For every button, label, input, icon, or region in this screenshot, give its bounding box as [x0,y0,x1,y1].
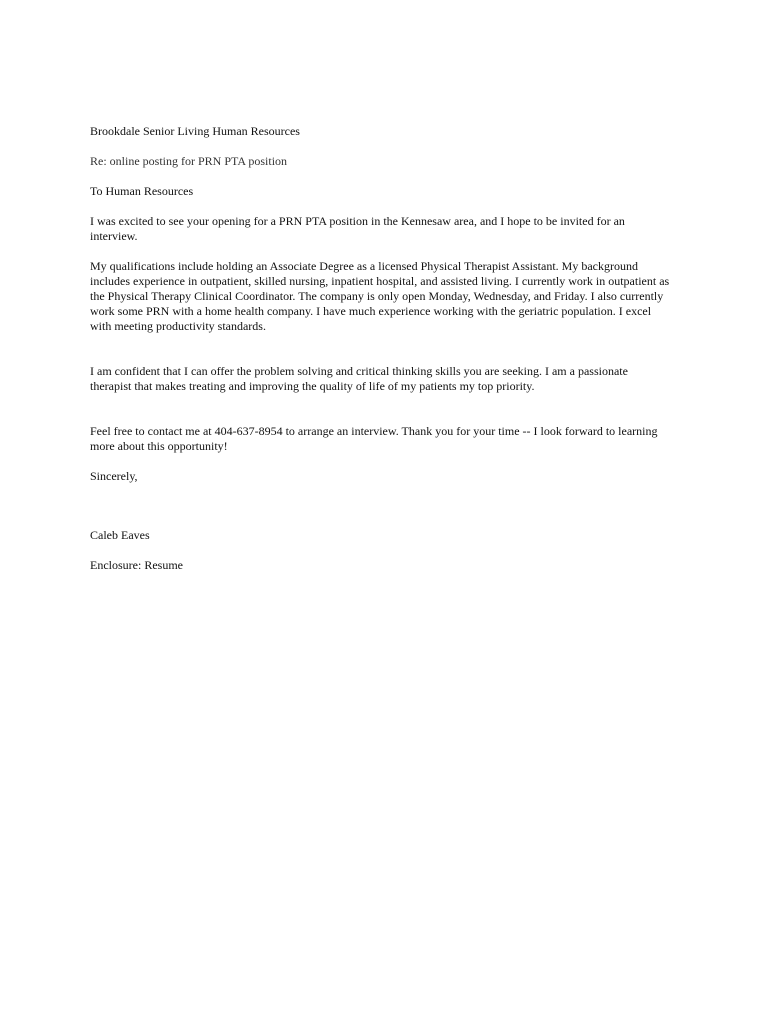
paragraph-qualifications: My qualifications include holding an Associate Degree as a licensed Physical Therapist Assistant. My background includes experience in outpatient, skilled nursing, inpatient hospital, and assisted living. I currently work in outpatient as the Physical Therapy Clinical Coordinator. The company is only open Monday, Wednesday, and Friday. I also currently work some PRN with a home health company. I have much experience working with the geriatric population. I excel with meeting productivity standards. [90,259,670,333]
closing: Sincerely, [90,469,138,483]
salutation: To Human Resources [90,184,194,198]
letter-body [90,124,670,573]
paragraph-intro: I was excited to see your opening for a PRN PTA position in the Kennesaw area, and I hope to be invited for an interview. [90,214,625,243]
enclosure-line: Enclosure: Resume [90,558,183,572]
recipient-line: Brookdale Senior Living Human Resources [90,124,300,138]
subject-line: Re: online posting for PRN PTA position [90,154,288,168]
paragraph-contact: Feel free to contact me at 404-637-8954 to arrange an interview. Thank you for your time -- I look forward to learning more about this opportunity! [90,424,658,453]
signature-name: Caleb Eaves [90,528,150,542]
paragraph-confidence: I am confident that I can offer the problem solving and critical thinking skills you are seeking. I am a passionate therapist that makes treating and improving the quality of life of my patients my top priority. [90,364,628,393]
